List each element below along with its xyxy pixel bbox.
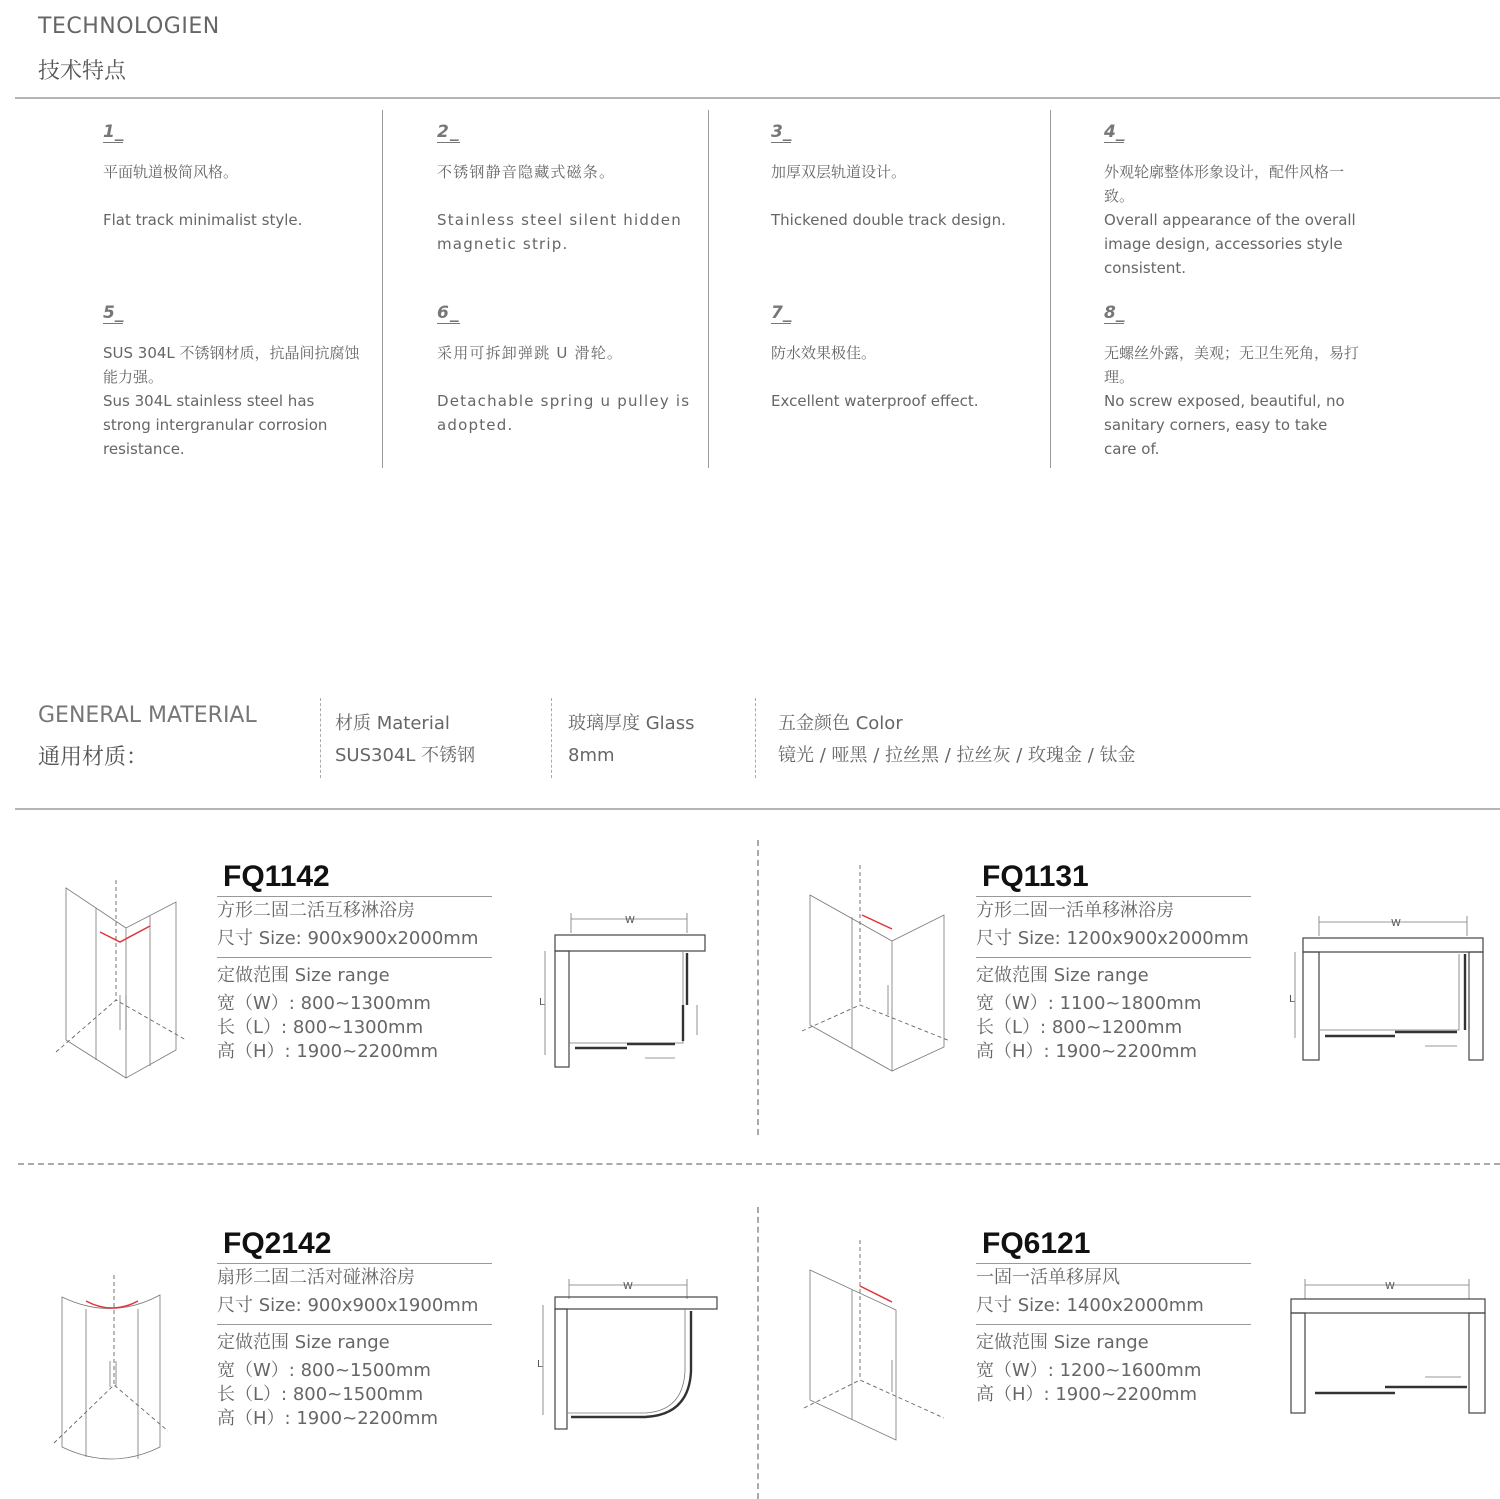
model-name: 一固一活单移屏风	[976, 1267, 1120, 1288]
model-name: 方形二固二活互移淋浴房	[217, 900, 415, 921]
range-width: 宽（W）: 800~1300mm	[217, 993, 431, 1014]
feature-text-cn: 采用可拆卸弹跳 U 滑轮。	[437, 344, 624, 362]
feature-item	[1104, 120, 1364, 280]
column-divider	[1050, 110, 1051, 468]
model-size: 尺寸 Size: 1200x900x2000mm	[976, 928, 1249, 949]
material-value: SUS304L 不锈钢	[335, 745, 476, 766]
model-size: 尺寸 Size: 900x900x2000mm	[217, 928, 479, 949]
width-dimension-label: W	[1391, 918, 1401, 929]
size-range-label: 定做范围 Size range	[217, 965, 390, 986]
feature-text-cn: 外观轮廓整体形象设计，配件风格一致。	[1104, 163, 1345, 205]
plan-view-diagram	[1285, 910, 1490, 1065]
length-dimension-label: L	[539, 997, 545, 1008]
material-divider	[551, 698, 552, 778]
color-column	[778, 708, 1136, 772]
header-divider	[15, 97, 1500, 99]
range-height: 高（H）: 1900~2200mm	[217, 1041, 439, 1062]
glass-value: 8mm	[568, 745, 615, 766]
feature-text-en: No screw exposed, beautiful, no sanitary corners, easy to take care of.	[1104, 392, 1345, 458]
feature-item	[771, 301, 1031, 413]
size-range-label: 定做范围 Size range	[976, 965, 1149, 986]
feature-item	[103, 301, 363, 461]
model-spec-card	[217, 1227, 492, 1431]
feature-item	[437, 301, 697, 437]
feature-text-en: Thickened double track design.	[771, 211, 1006, 229]
color-label: 五金颜色 Color	[778, 713, 903, 734]
size-range-label: 定做范围 Size range	[976, 1332, 1149, 1353]
model-grid-divider	[757, 1207, 759, 1499]
model-spec-card	[976, 1227, 1251, 1407]
feature-text-en: Detachable spring u pulley is adopted.	[437, 392, 691, 434]
glass-column	[568, 708, 694, 772]
material-label: 材质 Material	[335, 713, 450, 734]
plan-view-diagram	[535, 1275, 720, 1435]
feature-item	[1104, 301, 1364, 461]
column-divider	[382, 110, 383, 468]
feature-number: 2_	[437, 122, 460, 142]
model-code: FQ1131	[982, 860, 1089, 893]
model-code: FQ6121	[982, 1227, 1091, 1260]
feature-number: 5_	[103, 303, 124, 323]
feature-text-cn: 防水效果极佳。	[771, 344, 877, 362]
feature-text-en: Excellent waterproof effect.	[771, 392, 979, 410]
range-height: 高（H）: 1900~2200mm	[217, 1408, 439, 1429]
width-dimension-label: W	[625, 915, 635, 926]
model-size: 尺寸 Size: 900x900x1900mm	[217, 1295, 479, 1316]
column-divider	[708, 110, 709, 468]
model-code: FQ1142	[223, 860, 330, 893]
feature-number: 1_	[103, 122, 124, 142]
plan-view-diagram	[535, 905, 715, 1075]
feature-text-en: Stainless steel silent hidden magnetic strip.	[437, 211, 682, 253]
shower-enclosure-3d-illustration	[800, 865, 960, 1075]
feature-text-cn: 无螺丝外露，美观；无卫生死角，易打理。	[1104, 344, 1360, 386]
feature-text-en: Overall appearance of the overall image design, accessories style consistent.	[1104, 211, 1356, 277]
range-height: 高（H）: 1900~2200mm	[976, 1041, 1198, 1062]
range-height: 高（H）: 1900~2200mm	[976, 1384, 1198, 1405]
model-size: 尺寸 Size: 1400x2000mm	[976, 1295, 1204, 1316]
feature-number: 4_	[1104, 122, 1125, 142]
length-dimension-label: L	[537, 1359, 543, 1370]
feature-number: 7_	[771, 303, 792, 323]
model-name: 扇形二固二活对碰淋浴房	[217, 1267, 415, 1288]
range-width: 宽（W）: 1100~1800mm	[976, 993, 1202, 1014]
material-column	[335, 708, 475, 772]
length-dimension-label: L	[1289, 994, 1295, 1005]
material-title-cn: 通用材质：	[38, 745, 149, 770]
shower-enclosure-3d-illustration	[50, 880, 190, 1085]
range-length: 长（L）: 800~1200mm	[976, 1017, 1183, 1038]
plan-view-diagram	[1285, 1275, 1490, 1420]
section-title-cn: 技术特点	[38, 59, 127, 84]
material-divider	[320, 698, 321, 778]
model-code: FQ2142	[223, 1227, 332, 1260]
feature-number: 3_	[771, 122, 792, 142]
feature-text-en: Sus 304L stainless steel has strong intergranular corrosion resistance.	[103, 392, 328, 458]
feature-item	[437, 120, 697, 256]
material-divider-bottom	[15, 808, 1500, 810]
feature-text-cn: 平面轨道极简风格。	[103, 163, 239, 181]
material-divider	[755, 698, 756, 778]
width-dimension-label: W	[623, 1281, 633, 1292]
feature-item	[771, 120, 1031, 232]
model-row-divider	[18, 1163, 1500, 1165]
shower-enclosure-3d-illustration	[50, 1275, 175, 1475]
feature-text-en: Flat track minimalist style.	[103, 211, 303, 229]
material-title-en: GENERAL MATERIAL	[38, 703, 257, 728]
section-title-en: TECHNOLOGIEN	[38, 14, 220, 39]
model-grid-divider	[757, 840, 759, 1135]
model-name: 方形二固一活单移淋浴房	[976, 900, 1174, 921]
feature-number: 6_	[437, 303, 460, 323]
shower-screen-3d-illustration	[800, 1240, 950, 1445]
feature-number: 8_	[1104, 303, 1125, 323]
feature-text-cn: 加厚双层轨道设计。	[771, 163, 907, 181]
glass-label: 玻璃厚度 Glass	[568, 713, 695, 734]
range-length: 长（L）: 800~1300mm	[217, 1017, 424, 1038]
feature-text-cn: 不锈钢静音隐藏式磁条。	[437, 163, 616, 181]
size-range-label: 定做范围 Size range	[217, 1332, 390, 1353]
model-spec-card	[217, 860, 492, 1064]
range-width: 宽（W）: 800~1500mm	[217, 1360, 431, 1381]
range-length: 长（L）: 800~1500mm	[217, 1384, 424, 1405]
feature-text-cn: SUS 304L 不锈钢材质，抗晶间抗腐蚀能力强。	[103, 344, 360, 386]
feature-item	[103, 120, 363, 232]
color-value: 镜光 / 哑黑 / 拉丝黑 / 拉丝灰 / 玫瑰金 / 钛金	[778, 745, 1136, 766]
range-width: 宽（W）: 1200~1600mm	[976, 1360, 1202, 1381]
width-dimension-label: W	[1385, 1281, 1395, 1292]
model-spec-card	[976, 860, 1251, 1064]
